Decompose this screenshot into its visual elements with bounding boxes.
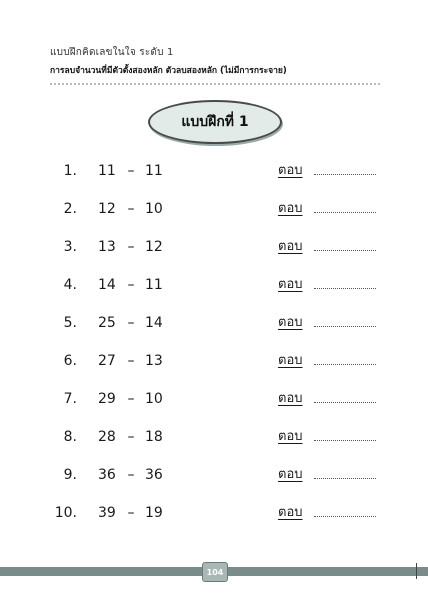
problem-number: 5. xyxy=(63,315,77,331)
subtrahend: 10 xyxy=(145,201,163,217)
minuend: 27 xyxy=(98,353,116,369)
minuend: 36 xyxy=(98,467,116,483)
minuend: 28 xyxy=(98,429,116,445)
minus-sign: – xyxy=(127,201,135,217)
minus-sign: – xyxy=(127,429,135,445)
subtrahend: 10 xyxy=(145,391,163,407)
problem-row xyxy=(0,464,428,486)
problem-row xyxy=(0,160,428,182)
answer-blank[interactable] xyxy=(314,288,376,289)
minuend: 12 xyxy=(98,201,116,217)
minus-sign: – xyxy=(127,163,135,179)
answer-blank[interactable] xyxy=(314,440,376,441)
answer-blank[interactable] xyxy=(314,250,376,251)
page-number: 104 xyxy=(206,567,224,577)
problem-number: 8. xyxy=(63,429,77,445)
problem-row xyxy=(0,350,428,372)
minuend: 25 xyxy=(98,315,116,331)
minuend: 13 xyxy=(98,239,116,255)
minuend: 29 xyxy=(98,391,116,407)
answer-label: ตอบ xyxy=(278,277,303,292)
problem-row xyxy=(0,426,428,448)
minus-sign: – xyxy=(127,505,135,521)
problem-row xyxy=(0,236,428,258)
answer-blank[interactable] xyxy=(314,402,376,403)
answer-label: ตอบ xyxy=(278,391,303,406)
answer-blank[interactable] xyxy=(314,174,376,175)
worksheet-subtitle: การลบจำนวนที่มีตัวตั้งสองหลัก ตัวลบสองหลัก (ไม่มีการกระจาย) xyxy=(50,66,287,76)
problem-row xyxy=(0,388,428,410)
footer-tick xyxy=(416,563,417,579)
minuend: 14 xyxy=(98,277,116,293)
minus-sign: – xyxy=(127,391,135,407)
minus-sign: – xyxy=(127,277,135,293)
exercise-title: แบบฝึกที่ 1 xyxy=(181,114,249,130)
minus-sign: – xyxy=(127,353,135,369)
answer-label: ตอบ xyxy=(278,467,303,482)
answer-blank[interactable] xyxy=(314,326,376,327)
minus-sign: – xyxy=(127,239,135,255)
answer-label: ตอบ xyxy=(278,239,303,254)
answer-label: ตอบ xyxy=(278,429,303,444)
subtrahend: 11 xyxy=(145,277,163,293)
answer-label: ตอบ xyxy=(278,163,303,178)
subtrahend: 36 xyxy=(145,467,163,483)
answer-blank[interactable] xyxy=(314,212,376,213)
problem-row xyxy=(0,198,428,220)
answer-blank[interactable] xyxy=(314,516,376,517)
subtrahend: 18 xyxy=(145,429,163,445)
problem-row xyxy=(0,312,428,334)
answer-blank[interactable] xyxy=(314,478,376,479)
subtrahend: 14 xyxy=(145,315,163,331)
series-title: แบบฝึกคิดเลขในใจ ระดับ 1 xyxy=(50,47,174,58)
problem-number: 3. xyxy=(63,239,77,255)
minuend: 39 xyxy=(98,505,116,521)
problem-row xyxy=(0,502,428,524)
subtrahend: 19 xyxy=(145,505,163,521)
minus-sign: – xyxy=(127,467,135,483)
answer-label: ตอบ xyxy=(278,201,303,216)
problem-number: 9. xyxy=(63,467,77,483)
problem-number: 4. xyxy=(63,277,77,293)
problem-number: 2. xyxy=(63,201,77,217)
problem-row xyxy=(0,274,428,296)
problem-number: 6. xyxy=(63,353,77,369)
subtrahend: 13 xyxy=(145,353,163,369)
answer-blank[interactable] xyxy=(314,364,376,365)
answer-label: ตอบ xyxy=(278,505,303,520)
answer-label: ตอบ xyxy=(278,353,303,368)
answer-label: ตอบ xyxy=(278,315,303,330)
minus-sign: – xyxy=(127,315,135,331)
problem-number: 7. xyxy=(63,391,77,407)
problem-number: 10. xyxy=(54,505,77,521)
problem-number: 1. xyxy=(63,163,77,179)
minuend: 11 xyxy=(98,163,116,179)
page-number-badge xyxy=(202,562,228,582)
subtrahend: 12 xyxy=(145,239,163,255)
subtrahend: 11 xyxy=(145,163,163,179)
